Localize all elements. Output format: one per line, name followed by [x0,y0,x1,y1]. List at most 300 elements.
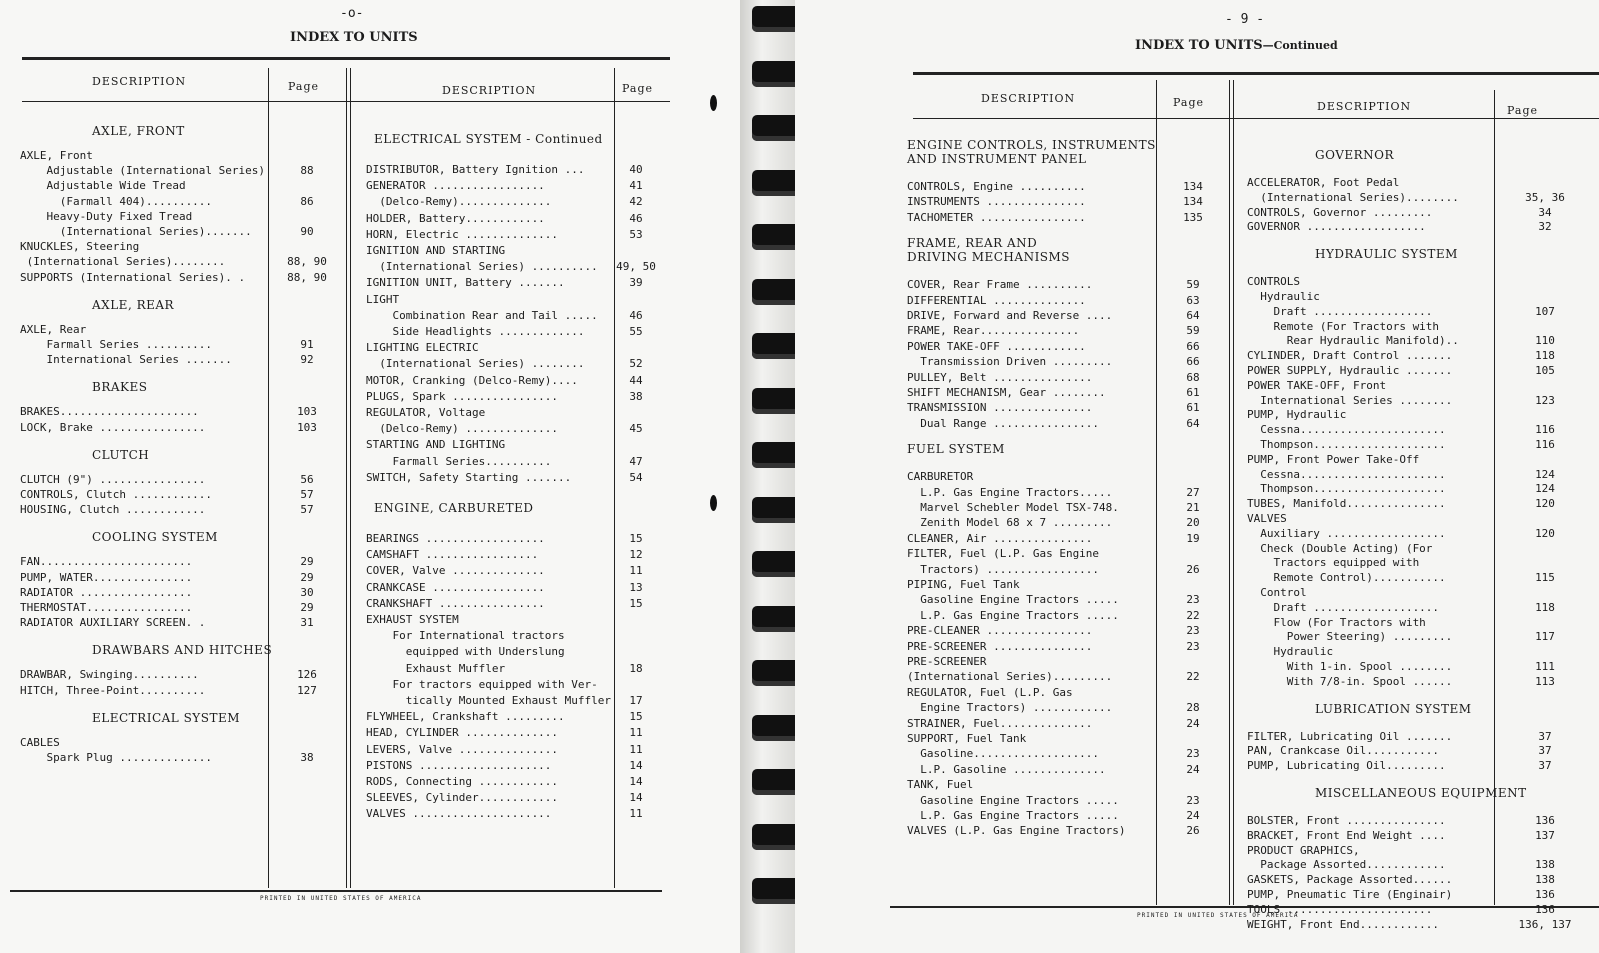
section-heading: DRIVING MECHANISMS [907,250,1071,265]
index-entry: Power Steering) ......... [1247,630,1453,644]
right-page [795,0,1599,953]
page-reference: 19 [1186,531,1200,545]
page-reference: 56 [300,472,314,486]
column-rule [1233,80,1234,905]
page-reference: 103 [297,420,317,434]
index-entry: HITCH, Three-Point.......... [20,683,206,697]
page-reference: 46 [629,308,643,322]
page-reference: 91 [300,338,314,351]
index-entry: VALVES (L.P. Gas Engine Tractors) [907,824,1126,838]
index-entry: (Farmall 404).......... [20,194,213,208]
page-reference: 14 [629,775,643,788]
page-reference: 116 [1535,438,1555,451]
index-entry: PUMP, Lubricating Oil......... [1247,759,1446,773]
section-heading: COOLING SYSTEM [92,530,218,545]
index-entry: SUPPORT, Fuel Tank [907,732,1027,745]
index-entry: CRANKCASE ................. [366,580,545,594]
index-entry: Gasoline................... [907,747,1100,761]
index-entry: Adjustable Wide Tread [20,179,186,193]
section-heading: AXLE, REAR [92,297,175,312]
index-entry: EXHAUST SYSTEM [366,613,459,626]
page-reference: 134 [1183,180,1203,193]
page-reference: 46 [629,211,643,225]
page-reference: 88, 90 [287,255,327,269]
page-reference: 24 [1186,762,1200,776]
index-entry: (International Series)....... [20,225,252,238]
index-entry: tically Mounted Exhaust Muffler [366,694,612,707]
index-entry: Tractors equipped with [1247,556,1420,570]
section-heading: ELECTRICAL SYSTEM [92,710,240,725]
index-entry: HOUSING, Clutch ............ [20,503,206,517]
page-reference: 136 [1535,888,1555,901]
section-heading: GOVERNOR [1315,148,1395,162]
top-rule [22,57,670,60]
index-entry: DRIVE, Forward and Reverse .... [907,309,1113,322]
index-entry: Adjustable (International Series) [20,164,266,178]
printed-footer: PRINTED IN UNITED STATES OF AMERICA [260,895,422,902]
page-title: INDEX TO UNITS [290,30,418,45]
page-reference: 29 [300,570,314,584]
page-reference: 123 [1535,393,1555,407]
index-entry: Flow (For Tractors with [1247,615,1426,629]
page-reference: 42 [629,195,643,209]
page-reference: 137 [1535,828,1555,842]
section-heading: AND INSTRUMENT PANEL [907,152,1087,166]
page-number: -o- [340,6,364,21]
column-header-page: Page [622,82,654,95]
index-entry: Tractors) ................. [907,562,1100,576]
index-entry: L.P. Gasoline .............. [907,762,1106,776]
left-page [0,0,740,953]
index-entry: BRAKES..................... [20,405,199,419]
page-reference: 59 [1186,324,1200,338]
page-reference: 23 [1186,639,1200,653]
index-entry: REGULATOR, Voltage [366,406,486,419]
index-entry: Exhaust Muffler [366,661,506,675]
page-reference: 11 [629,807,643,821]
index-entry: PRE-SCREENER ............... [907,639,1093,653]
index-entry: VALVES ..................... [366,807,552,821]
page-reference: 44 [629,373,643,387]
section-heading: ELECTRICAL SYSTEM - Continued [374,132,603,146]
index-entry: Remote Control)........... [1247,571,1446,585]
section-heading: ENGINE CONTROLS, INSTRUMENTS [907,138,1156,152]
index-entry: HORN, Electric .............. [366,227,559,241]
column-rule [1229,80,1230,905]
page-reference: 31 [300,616,314,630]
page-reference: 40 [629,163,643,176]
index-entry: CYLINDER, Draft Control ....... [1247,349,1453,363]
page-reference: 22 [1186,670,1200,684]
index-entry: Control [1247,586,1307,599]
page-reference: 103 [297,405,317,419]
index-entry: DIFFERENTIAL .............. [907,293,1086,307]
page-reference: 66 [1186,355,1200,369]
page-reference: 124 [1535,467,1555,481]
index-entry: INSTRUMENTS ............... [907,195,1086,209]
page-reference: 23 [1186,747,1200,761]
index-entry: Engine Tractors) ............ [907,701,1113,715]
page-reference: 15 [629,710,643,724]
section-heading: AXLE, FRONT [92,124,185,138]
page-reference: 64 [1186,309,1200,322]
page-reference: 107 [1535,304,1555,318]
page-reference: 47 [629,454,643,468]
index-entry: VALVES [1247,512,1287,525]
page-reference: 124 [1535,482,1555,496]
index-entry: PAN, Crankcase Oil........... [1247,744,1440,758]
page-reference: 20 [1186,516,1200,530]
index-entry: HOLDER, Battery............ [366,211,545,225]
index-entry: SLEEVES, Cylinder............ [366,791,559,805]
page-reference: 37 [1538,729,1552,743]
index-entry: For tractors equipped with Ver- [366,677,598,691]
section-heading: DRAWBARS AND HITCHES [92,643,273,658]
index-entry: PUMP, Pneumatic Tire (Enginair) [1247,888,1453,901]
index-entry: TACHOMETER ................ [907,210,1086,224]
column-header-description: DESCRIPTION [981,92,1076,105]
index-entry: SHIFT MECHANISM, Gear ........ [907,386,1106,399]
index-entry: Marvel Schebler Model TSX-748. [907,501,1119,514]
index-entry: International Series ....... [20,353,232,367]
page-reference: 23 [1186,624,1200,638]
page-reference: 41 [629,179,643,193]
index-entry: LIGHT [366,292,400,306]
index-entry: Cessna...................... [1247,423,1446,437]
index-entry: PRE-SCREENER [907,655,987,668]
index-entry: Draft ................... [1247,600,1440,614]
index-entry: POWER TAKE-OFF ............ [907,339,1086,353]
index-entry: Spark Plug .............. [20,751,213,764]
page-reference: 39 [629,276,643,290]
index-entry: TUBES, Manifold............... [1247,497,1446,511]
punch-hole [710,95,717,111]
page-reference: 138 [1535,873,1555,887]
index-entry: POWER SUPPLY, Hydraulic ....... [1247,364,1453,377]
page-reference: 54 [629,470,643,484]
index-entry: Side Headlights ............. [366,325,585,338]
index-entry: STRAINER, Fuel.............. [907,716,1093,730]
page-reference: 118 [1535,349,1555,363]
index-entry: MOTOR, Cranking (Delco-Remy).... [366,373,578,387]
index-entry: FLYWHEEL, Crankshaft ......... [366,710,565,724]
column-header-description: DESCRIPTION [442,84,537,97]
index-entry: With 7/8-in. Spool ...... [1247,674,1453,688]
page-reference: 55 [629,325,643,338]
index-entry: PISTONS .................... [366,758,552,772]
index-entry: TOOLS ...................... [1247,902,1433,916]
column-header-description: DESCRIPTION [92,75,187,88]
index-entry: KNUCKLES, Steering [20,240,140,254]
index-entry: L.P. Gas Engine Tractors ..... [907,809,1119,822]
index-entry: Heavy-Duty Fixed Tread [20,209,193,223]
page-reference: 110 [1535,334,1555,348]
page-reference: 63 [1186,293,1200,307]
page-reference: 23 [1186,593,1200,607]
section-heading: ENGINE, CARBURETED [374,501,534,515]
page-reference: 37 [1538,744,1552,758]
page-reference: 118 [1535,600,1555,614]
index-entry: CRANKSHAFT ................ [366,596,545,610]
page-reference: 136 [1535,902,1555,916]
page-reference: 88 [300,164,314,178]
index-entry: TANK, Fuel [907,778,974,792]
index-entry: (International Series)........ [1247,190,1459,204]
page-reference: 136, 137 [1518,917,1572,931]
page-reference: 138 [1535,858,1555,872]
page-reference: 61 [1186,401,1200,415]
page-reference: 26 [1186,824,1200,838]
section-heading: HYDRAULIC SYSTEM [1315,247,1458,262]
page-reference: 21 [1186,501,1200,514]
index-entry: Gasoline Engine Tractors ..... [907,593,1119,607]
page-reference: 14 [629,791,643,805]
index-entry: IGNITION AND STARTING [366,244,506,257]
index-entry: For International tractors [366,629,565,643]
index-entry: GOVERNOR .................. [1247,220,1426,234]
index-entry: SUPPORTS (International Series). . [20,270,246,284]
page-reference: 59 [1186,278,1200,292]
index-entry: DRAWBAR, Swinging.......... [20,668,199,682]
index-entry: CARBURETOR [907,470,974,484]
index-entry: PUMP, Hydraulic [1247,408,1347,422]
index-entry: Cessna...................... [1247,467,1446,481]
page-reference: 120 [1535,497,1555,511]
page-reference: 24 [1186,809,1200,822]
column-rule [1156,80,1157,905]
index-entry: WEIGHT, Front End............ [1247,917,1440,931]
index-entry: Thompson.................... [1247,438,1446,451]
index-entry: COVER, Valve .............. [366,564,545,578]
index-entry: (International Series)......... [907,670,1113,684]
index-entry: Rear Hydraulic Manifold).. [1247,334,1459,348]
index-entry: Zenith Model 68 x 7 ......... [907,516,1113,530]
page-reference: 115 [1535,571,1555,585]
index-entry: Auxiliary .................. [1247,526,1446,540]
page-reference: 22 [1186,608,1200,622]
section-heading: FUEL SYSTEM [907,442,1005,457]
index-entry: L.P. Gas Engine Tractors..... [907,485,1113,499]
top-rule [913,72,1599,75]
index-entry: ACCELERATOR, Foot Pedal [1247,176,1400,189]
page-reference: 105 [1535,364,1555,377]
index-entry: LOCK, Brake ................ [20,420,206,434]
index-entry: PIPING, Fuel Tank [907,578,1020,591]
section-heading: MISCELLANEOUS EQUIPMENT [1315,786,1527,800]
index-entry: Farmall Series .......... [20,338,213,351]
page-reference: 14 [629,758,643,772]
index-entry: CAMSHAFT ................. [366,548,539,562]
page-reference: 120 [1535,526,1555,540]
page-reference: 61 [1186,386,1200,399]
index-entry: RADIATOR ................. [20,585,193,599]
page-reference: 49, 50 [616,260,656,274]
index-entry: RADIATOR AUXILIARY SCREEN. . [20,616,206,630]
index-entry: Dual Range ................ [907,416,1100,430]
index-entry: CONTROLS, Clutch ............ [20,488,213,501]
bottom-rule [890,906,1599,908]
page-number: - 9 - [1225,12,1265,27]
page-reference: 11 [629,726,643,740]
index-entry: Draft .................. [1247,304,1433,318]
index-entry: BEARINGS .................. [366,532,545,545]
page-reference: 24 [1186,716,1200,730]
index-entry: equipped with Underslung [366,645,565,659]
index-entry: TRANSMISSION ............... [907,401,1093,415]
page-reference: 37 [1538,759,1552,773]
index-entry: PRODUCT GRAPHICS, [1247,843,1360,857]
index-entry: (Delco-Remy).............. [366,195,552,209]
column-header-description: DESCRIPTION [1317,100,1412,113]
page-reference: 26 [1186,562,1200,576]
page-reference: 117 [1535,630,1555,644]
page-reference: 66 [1186,339,1200,353]
index-entry: L.P. Gas Engine Tractors ..... [907,608,1119,622]
index-entry: GASKETS, Package Assorted...... [1247,873,1453,887]
index-entry: International Series ........ [1247,393,1453,407]
page-reference: 92 [300,353,314,367]
index-entry: Remote (For Tractors with [1247,319,1440,333]
column-header-page: Page [288,80,320,93]
page-reference: 135 [1183,210,1203,224]
page-reference: 111 [1535,660,1555,673]
header-rule [913,118,1599,119]
index-entry: AXLE, Front [20,149,93,162]
page-reference: 13 [629,580,643,594]
index-entry: BOLSTER, Front ............... [1247,814,1446,827]
page-reference: 27 [1186,485,1200,499]
index-entry: FILTER, Fuel (L.P. Gas Engine [907,547,1100,561]
index-entry: PRE-CLEANER ................ [907,624,1093,638]
index-entry: PUMP, WATER............... [20,570,193,584]
page-reference: 12 [629,548,643,562]
index-entry: (International Series)........ [20,255,226,269]
index-entry: (International Series) ........ [366,357,585,371]
index-entry: FRAME, Rear............... [907,324,1080,338]
index-entry: REGULATOR, Fuel (L.P. Gas [907,685,1073,699]
page-reference: 88, 90 [287,270,327,284]
page-reference: 136 [1535,814,1555,827]
index-entry: IGNITION UNIT, Battery ....... [366,276,565,290]
index-entry: BRACKET, Front End Weight .... [1247,828,1446,842]
index-entry: Package Assorted............ [1247,858,1446,872]
page-reference: 68 [1186,370,1200,384]
index-entry: POWER TAKE-OFF, Front [1247,378,1387,392]
page-reference: 17 [629,694,643,707]
page-reference: 15 [629,596,643,610]
index-entry: FAN....................... [20,555,193,569]
binding-spine [740,0,795,953]
page-reference: 127 [297,683,317,697]
index-entry: Thompson.................... [1247,482,1446,496]
index-entry: With 1-in. Spool ........ [1247,660,1453,673]
page-reference: 53 [629,227,643,241]
index-entry: DISTRIBUTOR, Battery Ignition ... [366,163,585,176]
index-entry: CABLES [20,735,60,749]
page-reference: 64 [1186,416,1200,430]
index-entry: Check (Double Acting) (For [1247,541,1433,555]
column-header-page: Page [1173,96,1205,109]
printed-footer: PRINTED IN UNITED STATES OF AMERICA [1137,912,1299,919]
column-rule [614,68,615,888]
page-reference: 32 [1538,220,1552,234]
section-heading: BRAKES [92,380,148,395]
page-reference: 57 [300,503,314,517]
index-entry: CONTROLS, Engine .......... [907,180,1086,193]
index-entry: Hydraulic [1247,290,1320,303]
page-title: INDEX TO UNITS—Continued [1135,38,1338,53]
page-reference: 11 [629,742,643,756]
page-reference: 45 [629,422,643,436]
page-reference: 18 [629,661,643,675]
page-reference: 11 [629,564,643,578]
column-rule [350,68,351,888]
index-entry: LEVERS, Valve ............... [366,742,559,756]
index-entry: (Delco-Remy) .............. [366,422,559,436]
page-reference: 30 [300,585,314,599]
page-reference: 23 [1186,793,1200,807]
index-entry: THERMOSTAT................ [20,601,193,614]
index-entry: CONTROLS, Governor ......... [1247,205,1433,219]
page-reference: 86 [300,194,314,208]
page-reference: 29 [300,555,314,569]
page-reference: 35, 36 [1525,190,1565,204]
page-reference: 38 [629,389,643,403]
page-reference: 38 [300,751,314,764]
page-reference: 113 [1535,674,1555,688]
page-reference: 28 [1186,701,1200,715]
column-rule [268,68,269,888]
section-heading: FRAME, REAR AND [907,236,1038,251]
page-reference: 126 [297,668,317,682]
index-entry: Gasoline Engine Tractors ..... [907,793,1119,807]
index-entry: RODS, Connecting ............ [366,775,559,788]
index-entry: LIGHTING ELECTRIC [366,341,479,355]
punch-hole [710,495,717,511]
bottom-rule [10,890,662,892]
index-entry: CONTROLS [1247,275,1300,289]
page-reference: 116 [1535,423,1555,437]
page-reference: 15 [629,532,643,545]
section-heading: CLUTCH [92,447,150,462]
column-header-page: Page [1507,104,1539,117]
index-entry: Transmission Driven ......... [907,355,1113,369]
index-entry: COVER, Rear Frame .......... [907,278,1093,292]
index-entry: CLEANER, Air ............... [907,531,1093,545]
index-entry: Hydraulic [1247,645,1334,659]
index-entry: GENERATOR ................. [366,179,545,193]
page-reference: 57 [300,488,314,501]
index-entry: FILTER, Lubricating Oil ....... [1247,729,1453,743]
section-heading: LUBRICATION SYSTEM [1315,701,1472,716]
index-entry: STARTING AND LIGHTING [366,438,506,452]
column-rule [346,68,347,888]
index-entry: PULLEY, Belt ............... [907,370,1093,384]
page-reference: 34 [1538,205,1552,219]
index-entry: Combination Rear and Tail ..... [366,308,598,322]
index-entry: CLUTCH (9") ................ [20,472,206,486]
index-entry: PUMP, Front Power Take-Off [1247,452,1420,466]
index-entry: AXLE, Rear [20,322,87,336]
page-reference: 29 [300,601,314,614]
index-entry: SWITCH, Safety Starting ....... [366,470,572,484]
index-entry: PLUGS, Spark ................ [366,389,559,403]
index-entry: (International Series) .......... [366,260,598,274]
index-entry: Farmall Series.......... [366,454,552,468]
index-entry: HEAD, CYLINDER .............. [366,726,559,740]
page-reference: 134 [1183,195,1203,209]
page-reference: 90 [300,225,314,238]
